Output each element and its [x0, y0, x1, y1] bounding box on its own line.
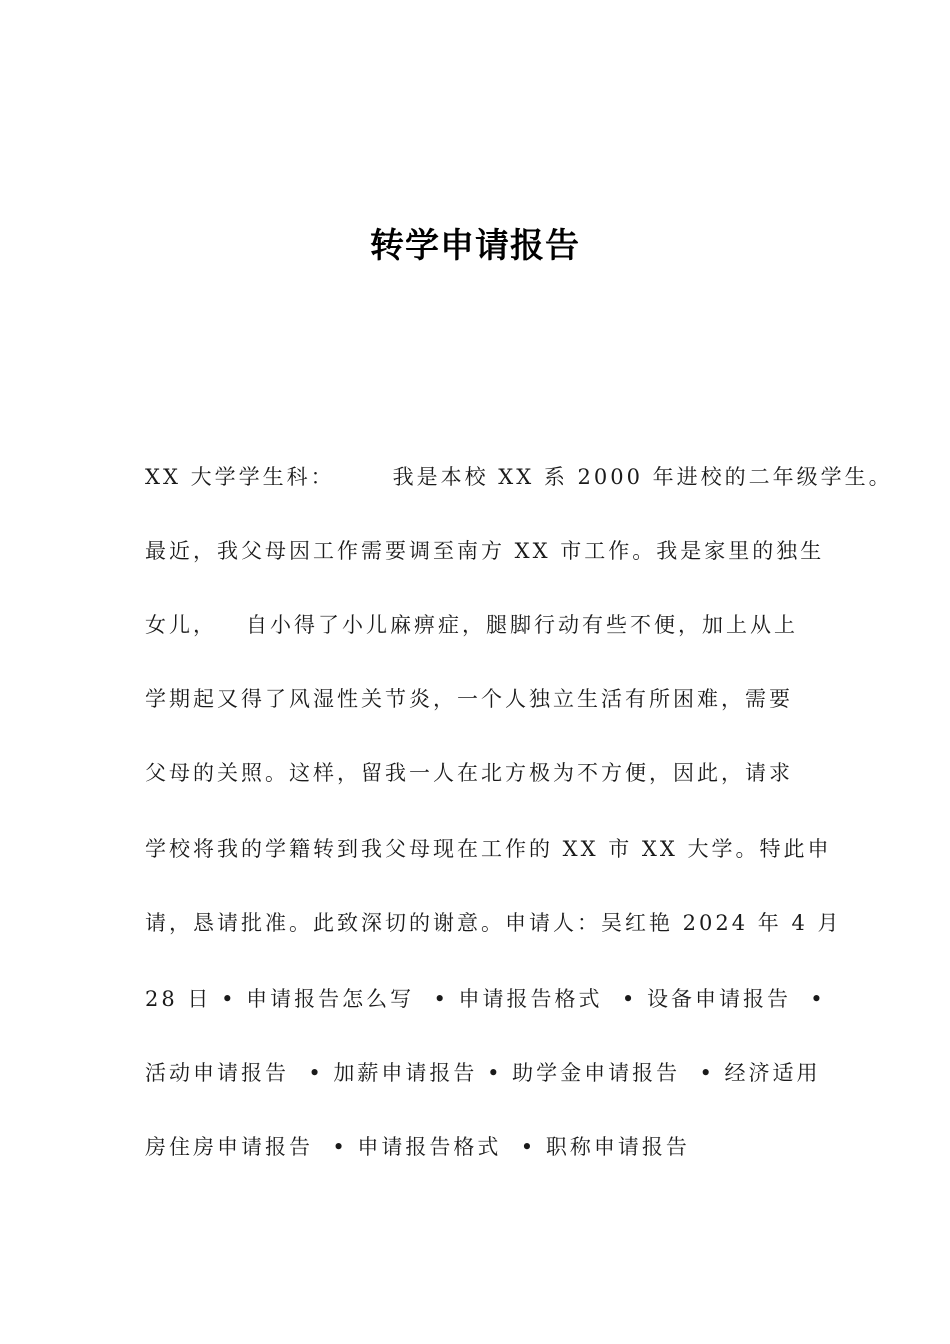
body-line-8: 28 日 • 申请报告怎么写 • 申请报告格式 • 设备申请报告 • — [145, 987, 826, 1011]
body-line-4: 学期起又得了风湿性关节炎，一个人独立生活有所困难，需要 — [145, 687, 793, 711]
body-line-6: 学校将我的学籍转到我父母现在工作的 XX 市 XX 大学。特此申 — [145, 837, 832, 861]
document-title: 转学申请报告 — [370, 226, 580, 266]
body-line-3: 女儿， 自小得了小儿麻痹症，腿脚行动有些不便，加上从上 — [145, 613, 799, 637]
body-line-7: 请，恳请批准。此致深切的谢意。申请人：吴红艳 2024 年 4 月 — [145, 911, 842, 935]
body-line-10: 房住房申请报告 • 申请报告格式 • 职称申请报告 — [145, 1135, 690, 1159]
body-line-1: XX 大学学生科： 我是本校 XX 系 2000 年进校的二年级学生。 — [145, 465, 893, 489]
body-line-2: 最近，我父母因工作需要调至南方 XX 市工作。我是家里的独生 — [145, 539, 825, 563]
body-line-5: 父母的关照。这样，留我一人在北方极为不方便，因此，请求 — [145, 761, 793, 785]
body-line-9: 活动申请报告 • 加薪申请报告 • 助学金申请报告 • 经济适用 — [145, 1061, 821, 1085]
